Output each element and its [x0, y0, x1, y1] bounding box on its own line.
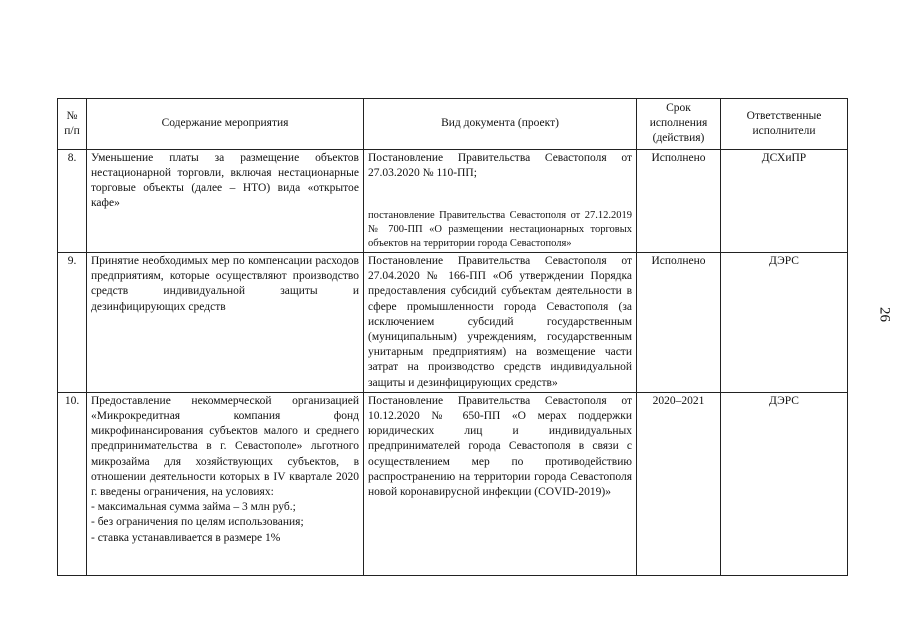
row-doc: Постановление Правительства Севастополя от 27.04.2020 № 166-ПП «Об утверждении Порядка предоставления субсидий субъектам деятельности в сфере промышленности города Севастополя (за исключением субсидий государственным (муниципальным) учреждениям, государственным унитарным предприятиям) на возмещение части затрат на производство средств индивидуальной защиты и дезинфицирующих средств» [364, 253, 637, 393]
row-doc-text: постановление Правительства Севастополя от 27.12.2019 № 700-ПП «О размещении нестационарных торговых объектов на территории города Севастополя» [368, 210, 632, 250]
row-doc: Постановление Правительства Севастополя от 10.12.2020 № 650-ПП «О мерах поддержки юридических лиц и индивидуальных предпринимателей города Севастополя в связи с осуществлением мер по противодействию распространению на территории города Севастополя новой коронавирусной инфекции (COVID-2019)» [364, 392, 637, 575]
row-content: Принятие необходимых мер по компенсации расходов предприятиям, которые осуществляют производство средств индивидуальной защиты и дезинфицирующих средств [87, 253, 364, 393]
row-num: 10. [58, 392, 87, 575]
table-header-row [58, 99, 848, 150]
row-resp: ДЭРС [721, 253, 848, 393]
row-resp: ДСХиПР [721, 149, 848, 252]
page-number: 26 [876, 307, 893, 322]
row-doc-text: Постановление Правительства Севастополя от 27.03.2020 № 110-ПП; [368, 151, 632, 179]
row-num: 9. [58, 253, 87, 393]
row-content [87, 392, 364, 575]
row-doc [364, 149, 637, 252]
row-term: Исполнено [637, 253, 721, 393]
condition-item: - без ограничения по целям использования; [91, 516, 304, 529]
row-content-text: Предоставление некоммерческой организацией «Микрокредитная компания фонд микрофинансирования субъектов малого и среднего предпринимательства в г. Севастополе» льготного микрозайма для хозяйствующих субъектов, в отношении деятельности которых в IV квартале 2020 г. введены ограничения, на условиях: [91, 394, 359, 499]
header-num: № п/п [58, 99, 87, 150]
header-content: Содержание мероприятия [87, 99, 364, 150]
header-doc: Вид документа (проект) [364, 99, 637, 150]
measures-table [57, 98, 848, 576]
row-resp: ДЭРС [721, 392, 848, 575]
table-row [58, 149, 848, 252]
condition-item: - максимальная сумма займа – 3 млн руб.; [91, 501, 296, 514]
table-row [58, 253, 848, 393]
row-term: Исполнено [637, 149, 721, 252]
row-term: 2020–2021 [637, 392, 721, 575]
header-resp: Ответственные исполнители [721, 99, 848, 150]
header-term: Срок исполнения (действия) [637, 99, 721, 150]
condition-item: - ставка устанавливается в размере 1% [91, 531, 281, 544]
row-num: 8. [58, 149, 87, 252]
table-row [58, 392, 848, 575]
row-content: Уменьшение платы за размещение объектов нестационарной торговли, включая нестационарные торговые объекты (далее – НТО) вида «открытое кафе» [87, 149, 364, 252]
